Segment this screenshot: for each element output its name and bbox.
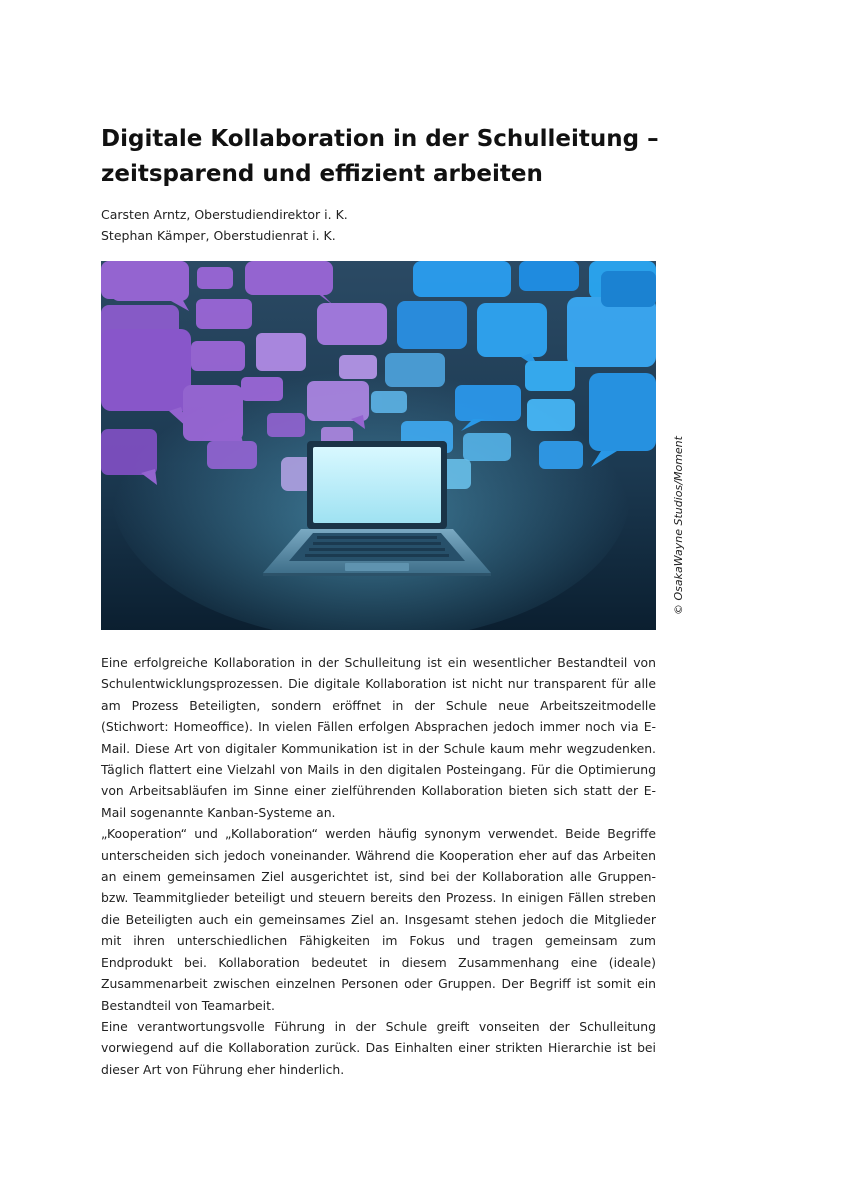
article-illustration [101, 261, 656, 630]
paragraph-3: Eine verantwortungsvolle Führung in der Schule greift vonseiten der Schulleitung vorwiegend auf die Kollaboration zurück. Das Einhalten einer strikten Hierarchie ist bei dieser Art von Führung eher hinderlich. [101, 1018, 656, 1077]
laptop-speech-bubbles-icon [101, 261, 656, 630]
author-list [101, 204, 348, 246]
paragraph-2: „Kooperation“ und „Kollaboration“ werden häufig synonym verwendet. Beide Begriffe unterscheiden sich jedoch voneinander. Während die Kooperation eher auf das Arbeiten an einem gemeinsamen Ziel ausgerichtet ist, sind bei der Kollaboration alle Gruppen- bzw. Teammitglieder beteiligt und steuern bereits den Prozess. In einigen Fällen streben die Beteiligten auch ein gemeinsames Ziel an. Insgesamt stehen jedoch die Mitglieder mit ihren unterschiedlichen Fähigkeiten im Fokus und tragen gemeinsam zum Endprodukt bei. Kollaboration bedeutet in diesem Zusammenhang eine (ideale) Zusammenarbeit zwischen einzelnen Personen oder Gruppen. Der Begriff ist somit ein Bestandteil von Teamarbeit. [101, 826, 656, 1013]
author-1: Carsten Arntz, Oberstudiendirektor i. K. [101, 207, 348, 222]
image-credit: © OsakaWayne Studios/Moment [672, 436, 685, 615]
author-2: Stephan Kämper, Oberstudienrat i. K. [101, 228, 336, 243]
paragraph-1: Eine erfolgreiche Kollaboration in der Schulleitung ist ein wesentlicher Bestandteil von Schulentwicklungsprozessen. Die digitale Kollaboration ist nicht nur transparent für alle am Prozess Beteiligten, sondern eröffnet in der Schule neue Arbeitszeitmodelle (Stichwort: Homeoffice). In vielen Fällen erfolgen Absprachen jedoch immer noch via E-Mail. Diese Art von digitaler Kommunikation ist in der Schule kaum mehr wegzudenken. Täglich flattert eine Vielzahl von Mails in den digitalen Posteingang. Für die Optimierung von Arbeitsabläufen im Sinne einer zielführenden Kollaboration bieten sich statt der E-Mail sogenannte Kanban-Systeme an. [101, 655, 656, 820]
article-body [101, 652, 656, 1080]
title-line-2: zeitsparend und effizient arbeiten [101, 161, 543, 187]
article-title [101, 122, 701, 192]
title-line-1: Digitale Kollaboration in der Schulleitung – [101, 126, 659, 152]
